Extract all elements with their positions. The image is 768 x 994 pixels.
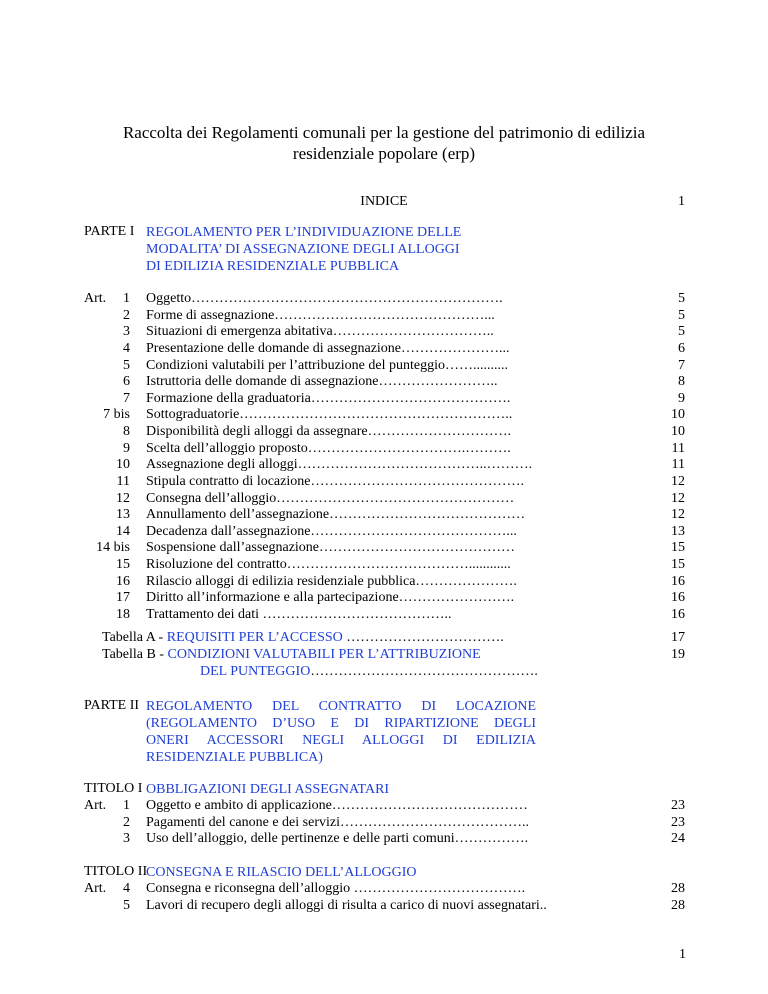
toc-entry-title: Condizioni valutabili per l’attribuzione del punteggio…….......... (146, 357, 508, 373)
parte1-heading-line: REGOLAMENTO PER L’INDIVIDUAZIONE DELLE (146, 225, 462, 240)
toc-entry-number: 7 (123, 390, 130, 406)
toc-entry-number: 18 (116, 606, 130, 622)
toc-entry-number: 4 (123, 340, 130, 356)
index-page: 1 (678, 194, 685, 209)
toc-entry-number: 8 (123, 424, 130, 440)
toc-entry-page: 10 (671, 407, 685, 423)
toc-entry-title: Consegna dell’alloggio…………………………………………… (146, 490, 515, 506)
toc-entry-page: 24 (671, 831, 685, 846)
toc-entry-title: Disponibilità degli alloggi da assegnare…………………………. (146, 424, 512, 440)
toc-entry-title: Diritto all’informazione e alla partecipazione……………………. (146, 590, 515, 606)
toc-entry-number: 3 (123, 831, 130, 846)
toc-entry-title: Presentazione delle domande di assegnazione…………………... (146, 340, 510, 356)
toc-entry-title: Stipula contratto di locazione………………………………………. (146, 473, 524, 489)
toc-entry-page: 8 (678, 374, 685, 390)
toc-entry-page: 23 (671, 798, 685, 813)
toc-entry-page: 16 (671, 573, 685, 589)
titolo2-art-label: Art. (84, 881, 107, 896)
parte2-heading-line: REGOLAMENTO DEL CONTRATTO DI LOCAZIONE (146, 699, 536, 714)
document-title-line2: residenziale popolare (erp) (292, 144, 476, 163)
document-title-line1: Raccolta dei Regolamenti comunali per la gestione del patrimonio di edilizia (122, 123, 646, 142)
toc-entry-title: Uso dell’alloggio, delle pertinenze e delle parti comuni……………. (146, 831, 529, 846)
parte2-heading-line: ONERI ACCESSORI NEGLI ALLOGGI DI EDILIZIA (146, 733, 536, 748)
tabella-b-dots: …………………………………………. (310, 664, 538, 679)
toc-entry-number: 9 (123, 440, 130, 456)
toc-entry-title: Trattamento dei dati ………………………………….. (146, 606, 452, 622)
toc-entry-title: Sospensione dall’assegnazione…………………………………… (146, 540, 516, 556)
toc-entry-page: 6 (678, 340, 685, 356)
titolo1-art-label: Art. (84, 798, 107, 813)
toc-entry-number: 5 (123, 897, 130, 913)
toc-entry-title: Oggetto e ambito di applicazione…………………………………… (146, 798, 528, 813)
titolo2-label: TITOLO II (84, 864, 148, 879)
tabella-a (102, 630, 504, 646)
toc-entry-page: 23 (671, 814, 685, 830)
toc-entry-page: 12 (671, 473, 685, 489)
toc-entry-page: 12 (671, 490, 685, 506)
tabella-a-page: 17 (671, 630, 685, 645)
toc-entry-number: 14 (116, 523, 130, 539)
titolo1-heading: OBBLIGAZIONI DEGLI ASSEGNATARI (146, 782, 390, 797)
toc-entry-number: 7 bis (103, 407, 130, 423)
tabella-a-title: REQUISITI PER L’ACCESSO (166, 630, 343, 645)
toc-entry-number: 12 (116, 490, 130, 506)
toc-entry-page: 28 (671, 897, 685, 913)
tabella-b-title: CONDIZIONI VALUTABILI PER L’ATTRIBUZIONE (167, 647, 481, 662)
toc-entry-page: 11 (671, 457, 685, 473)
toc-entry-page: 28 (671, 881, 685, 896)
toc-entry-title: Oggetto…………………………………………………………. (146, 291, 503, 306)
toc-entry-page: 13 (671, 523, 685, 539)
toc-entry-page: 12 (671, 507, 685, 523)
toc-entry-number: 15 (116, 557, 130, 573)
toc-entry-number: 17 (116, 590, 130, 606)
toc-entry-page: 9 (678, 390, 685, 406)
parte2-heading-line: (REGOLAMENTO D’USO E DI RIPARTIZIONE DEGLI (146, 716, 536, 731)
toc-entry-title: Lavori di recupero degli alloggi di risulta a carico di nuovi assegnatari.. (146, 897, 547, 913)
titolo2-heading: CONSEGNA E RILASCIO DELL’ALLOGGIO (146, 865, 417, 880)
toc-entry-number: 2 (123, 814, 130, 830)
toc-entry-page: 5 (678, 324, 685, 340)
toc-entry-title: Rilascio alloggi di edilizia residenziale pubblica…………………. (146, 573, 517, 589)
toc-entry-title: Consegna e riconsegna dell’alloggio ………………………………. (146, 881, 526, 896)
toc-entry-number: 1 (123, 798, 130, 813)
toc-entry-number: 11 (116, 473, 130, 489)
toc-entry-number: 16 (116, 573, 130, 589)
parte1-heading-line: DI EDILIZIA RESIDENZIALE PUBBLICA (146, 259, 400, 274)
tabella-b-title-line2: DEL PUNTEGGIO (200, 664, 311, 679)
tabella-b-prefix: Tabella B - (102, 647, 168, 662)
toc-entry-number: 4 (123, 881, 130, 896)
toc-entry-title: Scelta dell’alloggio proposto…………………………….………. (146, 440, 511, 456)
parte2-label: PARTE II (84, 698, 140, 713)
toc-entry-page: 5 (678, 307, 685, 323)
toc-entry-page: 5 (678, 291, 685, 306)
parte2-heading (146, 698, 536, 766)
toc-entry-page: 16 (671, 590, 685, 606)
tabella-b-line2 (200, 664, 538, 680)
toc-entry-number: 13 (116, 507, 130, 523)
toc-entry-number: 2 (123, 307, 130, 323)
toc-entry-page: 15 (671, 540, 685, 556)
titolo1-label: TITOLO I (84, 781, 143, 796)
toc-entry-title: Forme di assegnazione………………………………………... (146, 307, 495, 323)
parte1-label: PARTE I (84, 224, 135, 239)
toc-entry-title: Situazioni di emergenza abitativa…………………………….. (146, 324, 494, 340)
parte1-art-label: Art. (84, 291, 107, 306)
toc-entry-title: Risoluzione del contratto…………………………………............ (146, 557, 511, 573)
toc-entry-number: 3 (123, 324, 130, 340)
toc-entry-page: 10 (671, 424, 685, 440)
toc-entry-title: Assegnazione degli alloggi…………………………………..………. (146, 457, 533, 473)
tabella-b (102, 647, 481, 663)
toc-entry-number: 14 bis (96, 540, 130, 556)
parte2-heading-line: RESIDENZIALE PUBBLICA) (146, 750, 323, 765)
toc-entry-number: 10 (116, 457, 130, 473)
toc-entry-number: 1 (123, 291, 130, 306)
tabella-b-page: 19 (671, 647, 685, 662)
toc-entry-title: Pagamenti del canone e dei servizi………………………………….. (146, 814, 529, 830)
tabella-a-dots: ……………………………. (342, 630, 504, 645)
toc-entry-page: 16 (671, 606, 685, 622)
toc-entry-title: Decadenza dall’assegnazione……………………………………... (146, 523, 517, 539)
toc-entry-page: 11 (671, 440, 685, 456)
toc-entry-number: 5 (123, 357, 130, 373)
toc-entry-page: 15 (671, 557, 685, 573)
footer-page-number: 1 (679, 947, 686, 962)
toc-entry-number: 6 (123, 374, 130, 390)
toc-entry-title: Sottograduatorie………………………………………………….. (146, 407, 513, 423)
toc-entry-page: 7 (678, 357, 685, 373)
toc-entry-title: Formazione della graduatoria……………………………………. (146, 390, 511, 406)
tabella-a-prefix: Tabella A - (102, 630, 167, 645)
toc-entry-title: Annullamento dell’assegnazione…………………………………… (146, 507, 526, 523)
parte1-heading (146, 224, 461, 275)
index-label: INDICE (360, 194, 408, 209)
parte1-heading-line: MODALITA’ DI ASSEGNAZIONE DEGLI ALLOGGI (146, 242, 460, 257)
toc-entry-title: Istruttoria delle domande di assegnazione…………………….. (146, 374, 498, 390)
